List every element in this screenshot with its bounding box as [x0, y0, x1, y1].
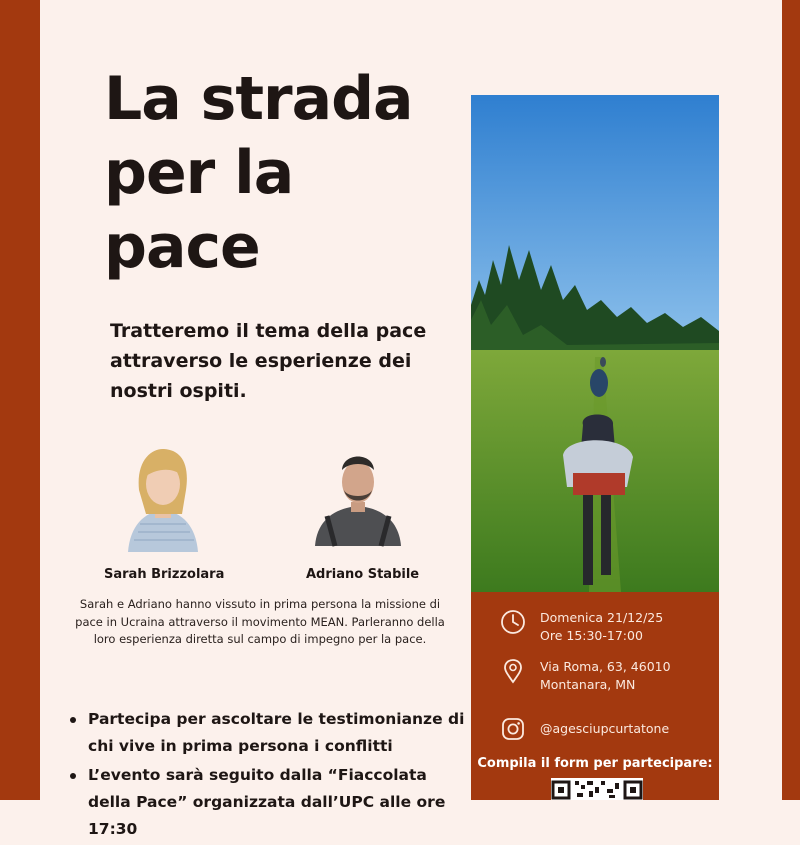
title-line-3: pace — [104, 212, 260, 282]
instagram-handle[interactable]: @agesciupcurtatone — [540, 721, 670, 736]
right-accent-band — [782, 0, 800, 800]
list-item: Partecipa per ascoltare le testimonianze di chi vive in prima persona i conflitti — [66, 706, 466, 760]
title-line-1: La strada — [104, 64, 413, 134]
form-call-to-action: Compila il form per partecipare: — [477, 756, 713, 771]
event-date: Domenica 21/12/25 — [540, 610, 664, 625]
qr-code[interactable] — [551, 778, 643, 800]
list-item: L’evento sarà seguito dalla “Fiaccolata della Pace” organizzata dall’UPC alle ore 17:30 — [66, 762, 466, 843]
speaker-photo-adriano — [305, 440, 411, 546]
event-address-line-2: Montanara, MN — [540, 677, 636, 692]
event-place-row — [500, 658, 671, 694]
event-address-line-1: Via Roma, 63, 46010 — [540, 659, 671, 674]
title-line-2: per la — [104, 138, 294, 208]
event-date-row — [500, 609, 663, 645]
speakers-bio: Sarah e Adriano hanno vissuto in prima persona la missione di pace in Ucraina attraverso il movimento MEAN. Parleranno della loro esperienza diretta sul campo di impegno per la pace. — [75, 597, 445, 646]
clock-icon — [500, 609, 526, 635]
page-title — [104, 62, 444, 284]
hiking-photo — [471, 95, 719, 592]
instagram-row — [500, 716, 669, 742]
speaker-name-sarah: Sarah Brizzolara — [104, 567, 225, 582]
highlights-list — [66, 706, 466, 845]
left-accent-band — [0, 0, 40, 800]
location-pin-icon — [500, 658, 526, 684]
speaker-photo-sarah — [110, 446, 216, 552]
speaker-name-adriano: Adriano Stabile — [306, 567, 420, 582]
instagram-icon — [500, 716, 526, 742]
intro-text: Tratteremo il tema della pace attraverso le esperienze dei nostri ospiti. — [110, 320, 427, 402]
event-time: Ore 15:30-17:00 — [540, 628, 643, 643]
